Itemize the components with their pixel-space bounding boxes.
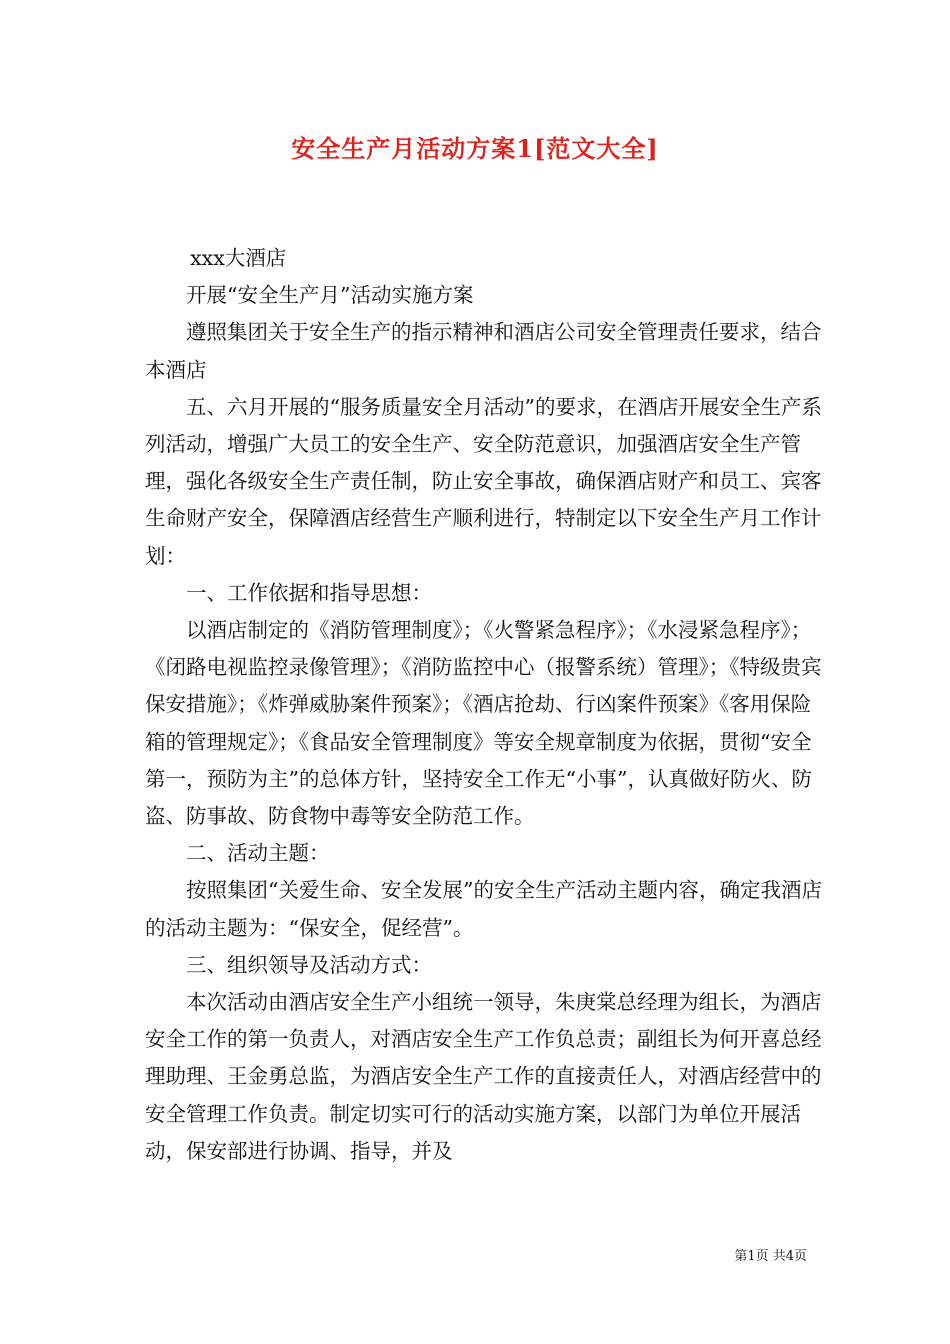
section-heading-3: 三、组织领导及活动方式：: [186, 952, 432, 977]
organization-paragraph: 本次活动由酒店安全生产小组统一领导，朱庚棠总经理为组长，为酒店安全工作的第一负责人，对酒店安全生产工作负总责；副组长为何开喜总经理助理、王金勇总监，为酒店安全生产工作的直接责任人，对酒店经营中的安全管理工作负责。制定切实可行的活动实施方案，以部门为单位开展活动，保安部进行协调、指导，并及: [145, 990, 822, 1163]
purpose-paragraph: 五、六月开展的“服务质量安全月活动”的要求，在酒店开展安全生产系列活动，增强广大员工的安全生产、安全防范意识，加强酒店安全生产管理，强化各级安全生产责任制，防止安全事故，确保酒店财产和员工、宾客生命财产安全，保障酒店经营生产顺利进行，特制定以下安全生产月工作计划：: [145, 394, 822, 568]
intro-paragraph: 遵照集团关于安全生产的指示精神和酒店公司安全管理责任要求，结合本酒店: [145, 320, 822, 382]
page-number: 第1页 共4页: [734, 1249, 807, 1264]
section-heading-1: 一、工作依据和指导思想：: [186, 580, 432, 605]
plan-title: 开展“安全生产月”活动实施方案: [186, 283, 474, 308]
company-name: xxx大酒店: [190, 246, 287, 270]
document-body: [145, 240, 830, 1170]
document-title: 安全生产月活动方案1[范文大全]: [291, 134, 659, 163]
basis-paragraph: 以酒店制定的《消防管理制度》；《火警紧急程序》；《水浸紧急程序》；《闭路电视监控录像管理》；《消防监控中心（报警系统）管理》；《特级贵宾保安措施》；《炸弹威胁案件预案》；《酒店抢劫、行凶案件预案》《客用保险箱的管理规定》；《食品安全管理制度》等安全规章制度为依据，贯彻“安全第一，预防为主”的总体方针，坚持安全工作无“小事”，认真做好防火、防盗、防事故、防食物中毒等安全防范工作。: [145, 618, 822, 829]
theme-paragraph: 按照集团“关爱生命、安全发展”的安全生产活动主题内容，确定我酒店的活动主题为：“保安全，促经营”。: [145, 878, 822, 940]
section-heading-2: 二、活动主题：: [186, 841, 330, 866]
